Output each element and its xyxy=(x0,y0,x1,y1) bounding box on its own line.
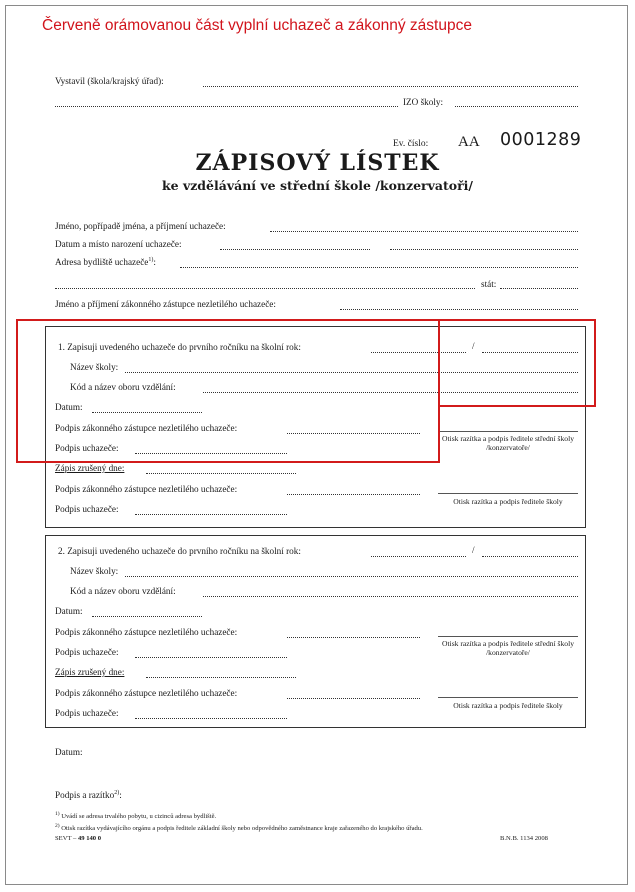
state-field[interactable] xyxy=(500,288,578,289)
guardian-name-field[interactable] xyxy=(340,309,578,310)
field-of-study-label-2: Kód a název oboru vzdělání: xyxy=(70,586,176,596)
guardian-signature2-field-1[interactable] xyxy=(287,494,420,495)
birth-place-field[interactable] xyxy=(390,249,578,250)
director-signature2-line-1[interactable] xyxy=(438,493,578,494)
issuer-field[interactable] xyxy=(203,86,578,87)
applicant-fill-outline-step xyxy=(438,405,596,407)
field-of-study-field-2[interactable] xyxy=(203,596,578,597)
school-year-from-2[interactable] xyxy=(371,556,466,557)
applicant-signature-field-2[interactable] xyxy=(135,657,287,658)
school-name-field-2[interactable] xyxy=(125,576,578,577)
applicant-signature2-label-1: Podpis uchazeče: xyxy=(55,504,119,514)
footnote-2 xyxy=(55,823,423,832)
address-label-text: Adresa bydliště uchazeče xyxy=(55,257,149,268)
footer-signature-text: Podpis a razítko xyxy=(55,790,115,801)
address-field-line2[interactable] xyxy=(55,288,475,289)
director-signature2-line-2[interactable] xyxy=(438,697,578,698)
field-of-study-label-1: Kód a název oboru vzdělání: xyxy=(70,382,176,392)
ev-series: AA xyxy=(458,134,480,150)
year-slash-1: / xyxy=(472,341,475,351)
applicant-signature2-field-2[interactable] xyxy=(135,718,287,719)
enroll-label-2: 2. Zapisuji uvedeného uchazeče do prvního ročníku na školní rok: xyxy=(58,546,301,556)
director-stamp2-label-2: Otisk razítka a podpis ředitele školy xyxy=(453,701,563,710)
applicant-signature-label-1: Podpis uchazeče: xyxy=(55,443,119,453)
guardian-signature2-field-2[interactable] xyxy=(287,698,420,699)
birth-date-field[interactable] xyxy=(220,249,370,250)
ev-number: 0001289 xyxy=(500,130,582,150)
footnote-1-text: Uvádí se adresa trvalého pobytu, u cizinců adresa bydliště. xyxy=(61,813,217,821)
cancelled-label-1: Zápis zrušený dne: xyxy=(55,463,125,473)
footnote-2-text: Otisk razítka vydávajícího orgánu a podpis ředitele základní školy nebo odpovědného zaměstnance kraje zařazeného do krajského úřadu. xyxy=(61,825,423,833)
enroll-label-1: 1. Zapisuji uvedeného uchazeče do prvního ročníku na školní rok: xyxy=(58,342,301,352)
form-title: ZÁPISOVÝ LÍSTEK xyxy=(195,150,440,176)
fill-instruction-notice: Červeně orámovanou část vyplní uchazeč a zákonný zástupce xyxy=(42,17,472,34)
footnote-1 xyxy=(55,811,216,820)
form-code-number: 49 140 0 xyxy=(77,835,102,842)
director-stamp-label-1: Otisk razítka a podpis ředitele střední školy /konzervatoře/ xyxy=(441,434,574,453)
cancelled-label-2: Zápis zrušený dne: xyxy=(55,667,125,677)
guardian-name-label: Jméno a příjmení zákonného zástupce nezletilého uchazeče: xyxy=(55,299,276,309)
applicant-signature-label-2: Podpis uchazeče: xyxy=(55,647,119,657)
director-signature-line-2[interactable] xyxy=(438,636,578,637)
issuer-label: Vystavil (škola/krajský úřad): xyxy=(55,76,164,86)
form-code-prefix: SEVT – xyxy=(55,835,78,842)
birth-label: Datum a místo narození uchazeče: xyxy=(55,239,182,249)
form-code xyxy=(55,835,101,842)
bnb-code: B.N.B. 1134 2008 xyxy=(500,835,548,842)
director-stamp2-label-1: Otisk razítka a podpis ředitele školy xyxy=(453,497,563,506)
state-label: stát: xyxy=(481,279,497,289)
izo-field[interactable] xyxy=(455,106,578,107)
cancelled-date-field-2[interactable] xyxy=(146,677,296,678)
applicant-signature2-label-2: Podpis uchazeče: xyxy=(55,708,119,718)
footer-signature-mark: 2) xyxy=(114,790,120,796)
guardian-signature2-label-1: Podpis zákonného zástupce nezletilého uchazeče: xyxy=(55,484,238,494)
applicant-name-label: Jméno, popřípadě jména, a příjmení uchazeče: xyxy=(55,221,226,231)
guardian-signature-label-2: Podpis zákonného zástupce nezletilého uchazeče: xyxy=(55,627,238,637)
school-year-to-2[interactable] xyxy=(482,556,578,557)
ev-number-label: Ev. číslo: xyxy=(393,139,429,149)
guardian-signature2-label-2: Podpis zákonného zástupce nezletilého uchazeče: xyxy=(55,688,238,698)
applicant-fill-outline-bottom xyxy=(16,319,440,463)
year-slash-2: / xyxy=(472,545,475,555)
date-label-2: Datum: xyxy=(55,606,83,616)
date-field-2[interactable] xyxy=(92,616,202,617)
date-label-1: Datum: xyxy=(55,402,83,412)
school-name-label-2: Název školy: xyxy=(70,566,119,576)
guardian-signature-label-1: Podpis zákonného zástupce nezletilého uchazeče: xyxy=(55,423,238,433)
cancelled-date-field-1[interactable] xyxy=(146,473,296,474)
issuer-field-line2[interactable] xyxy=(55,106,398,107)
applicant-name-field[interactable] xyxy=(270,231,578,232)
footer-date-label: Datum: xyxy=(55,747,83,757)
footnote-1-mark: 1) xyxy=(55,811,60,817)
footer-signature-label: Podpis a razítko$^{2)}$: xyxy=(55,790,122,801)
footnote-2-mark: 2) xyxy=(55,823,60,829)
form-subtitle: ke vzdělávání ve střední škole /konzervatoři/ xyxy=(161,178,474,193)
director-stamp-label-2: Otisk razítka a podpis ředitele střední školy /konzervatoře/ xyxy=(441,639,574,658)
izo-label: IZO školy: xyxy=(403,97,444,107)
guardian-signature-field-2[interactable] xyxy=(287,637,420,638)
address-field[interactable] xyxy=(180,267,578,268)
applicant-signature2-field-1[interactable] xyxy=(135,514,287,515)
school-name-label-1: Název školy: xyxy=(70,362,119,372)
address-footnote-mark: 1) xyxy=(148,257,154,263)
address-label: Adresa bydliště uchazeče$^{1)}$: xyxy=(55,257,156,268)
director-signature-line-1[interactable] xyxy=(438,431,578,432)
